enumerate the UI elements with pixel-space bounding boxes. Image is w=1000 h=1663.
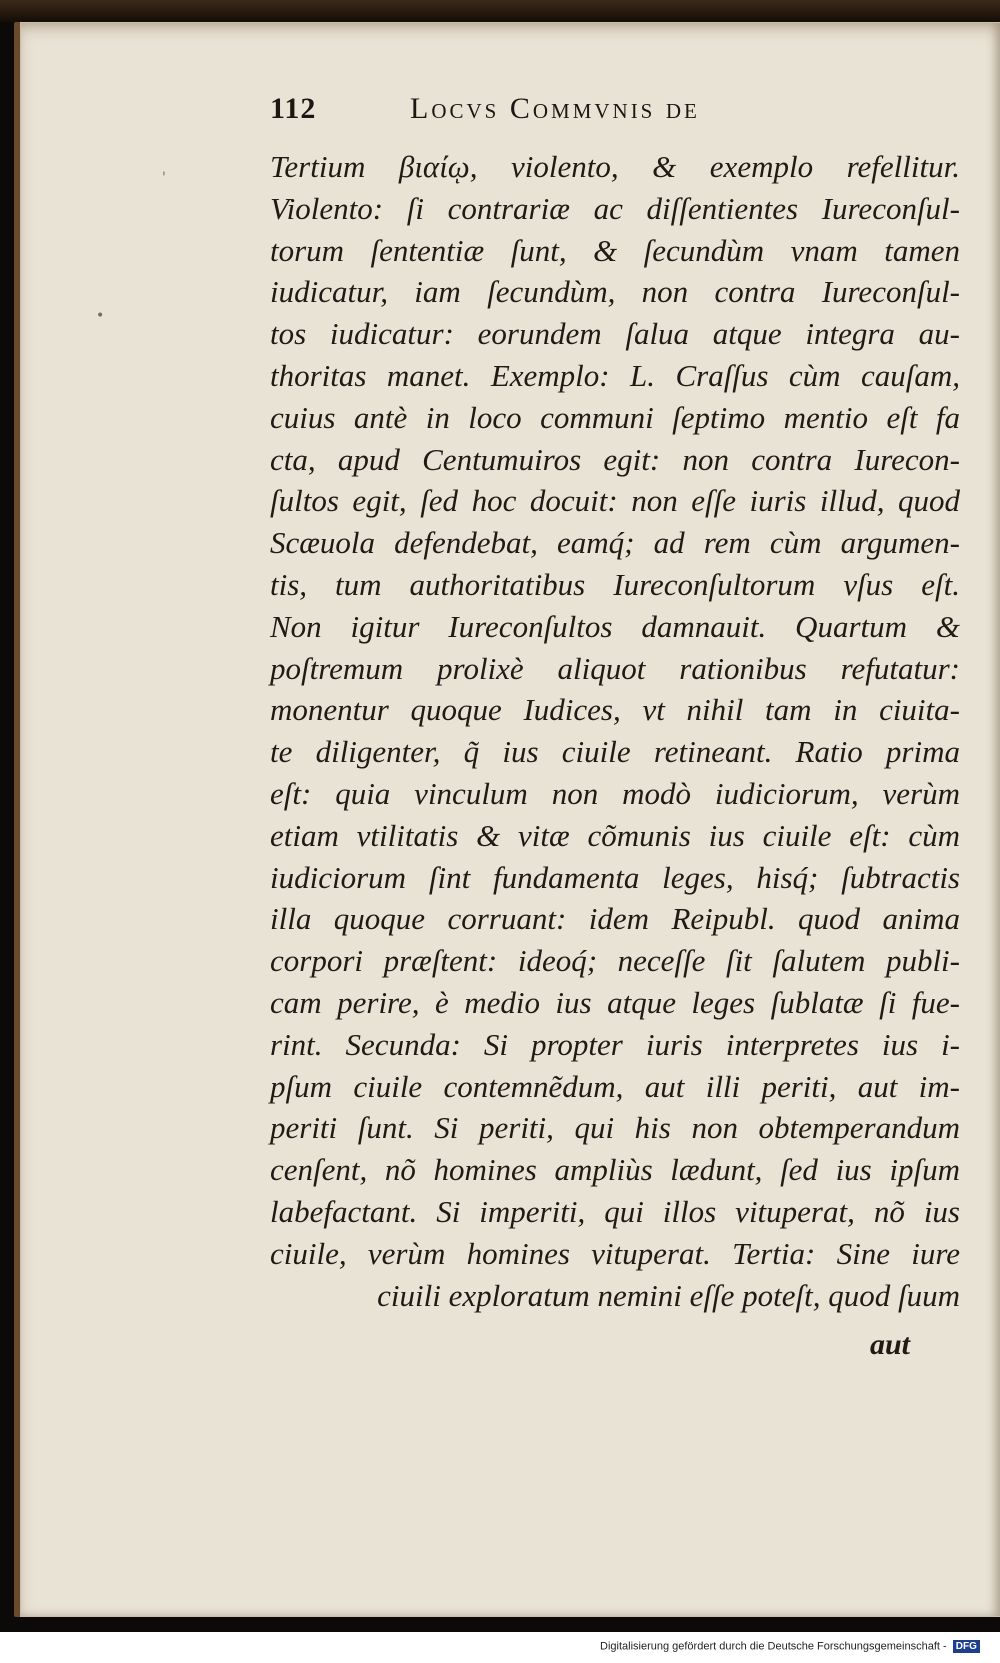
- text-line: illa quoque corruant: idem Reipubl. quod anima: [270, 901, 960, 937]
- text-line: ciuili exploratum nemini eſſe poteſt, quod ſuum: [377, 1277, 960, 1313]
- text-line: ciuile, verùm homines vituperat. Tertia: Sine iure: [270, 1235, 960, 1271]
- text-line: pſum ciuile contemnẽdum, aut illi periti, aut im-: [270, 1068, 960, 1104]
- text-line: rint. Secunda: Si propter iuris interpretes ius i-: [270, 1026, 960, 1062]
- text-line: cam perire, è medio ius atque leges ſublatæ ſi fue-: [270, 984, 960, 1020]
- text-line: eſt: quia vinculum non modò iudiciorum, verùm: [270, 775, 960, 811]
- text-line: te diligenter, q̃ ius ciuile retineant. Ratio prima: [270, 734, 960, 770]
- text-line: cenſent, nõ homines ampliùs lædunt, ſed ius ipſum: [270, 1152, 960, 1188]
- text-line: Tertium βιαίῳ, violento, & exemplo refellitur.: [270, 149, 960, 184]
- text-line: periti ſunt. Si periti, qui his non obtemperandum: [270, 1110, 960, 1146]
- text-line: Scæuola defendebat, eamq́; ad rem cùm argumen-: [270, 525, 960, 561]
- text-line: cuius antè in loco communi ſeptimo mentio eſt fa: [270, 399, 960, 435]
- margin-speck: •: [96, 308, 105, 324]
- text-line: monentur quoque Iudices, vt nihil tam in ciuita-: [270, 692, 960, 728]
- text-line: iudiciorum ſint fundamenta leges, hisq́; ſubtractis: [270, 859, 960, 895]
- digitization-credit: [600, 1640, 980, 1653]
- text-line: iudicatur, iam ſecundùm, non contra Iureconſul-: [270, 274, 960, 310]
- text-line: labefactant. Si imperiti, qui illos vituperat, nõ ius: [270, 1193, 960, 1229]
- page-header: [270, 92, 830, 134]
- book-edge: [0, 0, 1000, 22]
- margin-speck: ': [162, 170, 166, 186]
- credit-text: Digitalisierung gefördert durch die Deutsche Forschungsgemeinschaft -: [600, 1640, 947, 1653]
- text-line: corpori præſtent: ideoq́; neceſſe ſit ſalutem publi-: [270, 943, 960, 979]
- body-text: [270, 146, 960, 1316]
- dfg-logo: DFG: [953, 1640, 980, 1653]
- text-line: ſultos egit, ſed hoc docuit: non eſſe iuris illud, quod: [270, 483, 960, 519]
- text-line: thoritas manet. Exemplo: L. Craſſus cùm cauſam,: [270, 357, 960, 393]
- text-line: tis, tum authoritatibus Iureconſultorum vſus eſt.: [270, 566, 960, 602]
- text-line: torum ſententiæ ſunt, & ſecundùm vnam tamen: [270, 232, 960, 268]
- text-line: Violento: ſi contrariæ ac diſſentientes Iureconſul-: [270, 190, 960, 226]
- text-line: cta, apud Centumuiros egit: non contra Iurecon-: [270, 441, 960, 477]
- running-head: Locvs Commvnis de: [410, 92, 700, 125]
- text-line: poſtremum prolixè aliquot rationibus refutatur:: [270, 650, 960, 686]
- text-line: Non igitur Iureconſultos damnauit. Quartum &: [270, 608, 960, 644]
- text-line: etiam vtilitatis & vitæ cõmunis ius ciuile eſt: cùm: [270, 817, 960, 853]
- text-line: tos iudicatur: eorundem ſalua atque integra au-: [270, 316, 960, 352]
- catchword: aut: [870, 1328, 911, 1361]
- page-number: 112: [270, 92, 317, 125]
